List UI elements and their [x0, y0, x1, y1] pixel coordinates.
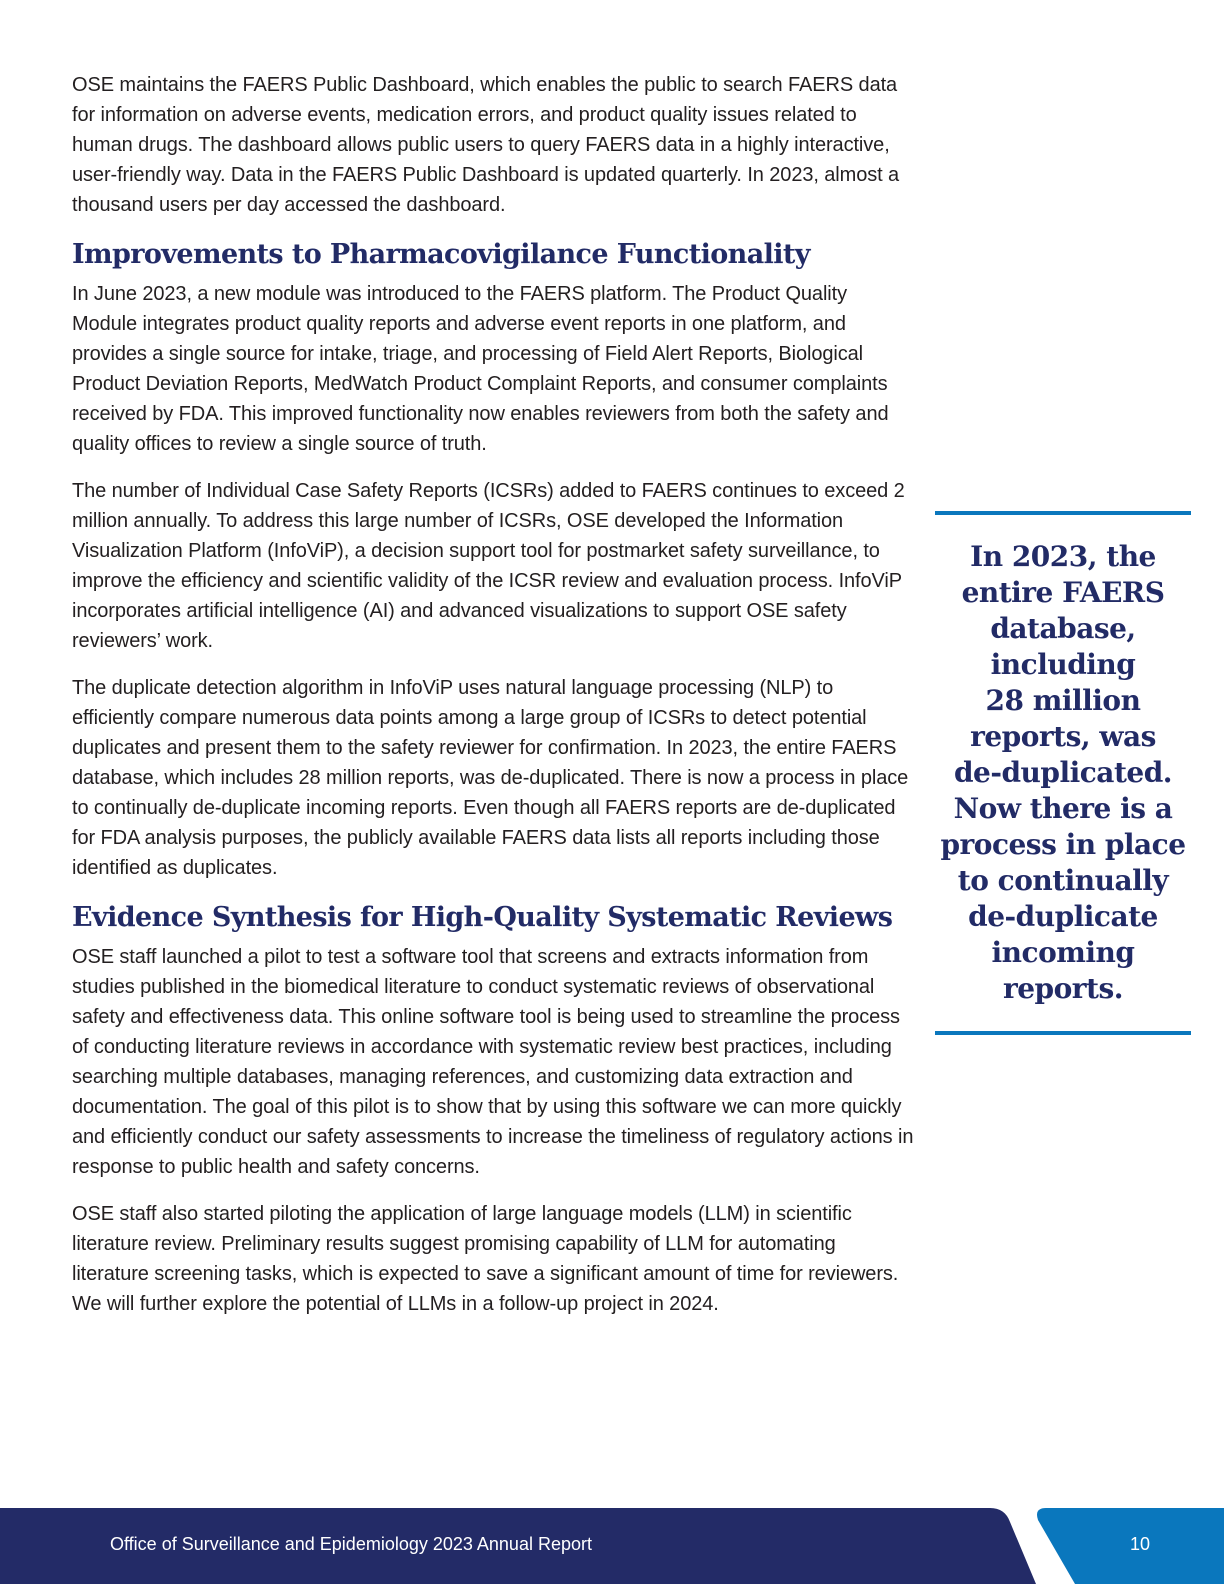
- pull-quote-line: process in place: [940, 828, 1186, 861]
- pull-quote-line: entire FAERS: [961, 576, 1165, 609]
- pull-quote-line: Now there is a: [953, 792, 1173, 825]
- pull-quote-line: database,: [990, 612, 1136, 645]
- pull-quote-line: including: [990, 648, 1136, 681]
- section-heading-pharmacovigilance: Improvements to Pharmacovigilance Functionality: [72, 239, 810, 270]
- pull-quote-line: de-duplicated.: [953, 756, 1173, 789]
- page-number: 10: [1130, 1534, 1151, 1554]
- paragraph: The duplicate detection algorithm in InfoViP uses natural language processing (NLP) to efficiently compare numerous data points among a large group of ICSRs to detect potential duplicates and present them to the safety reviewer for confirmation. In 2023, the entire FAERS database, which includes 28 million reports, was de-duplicated. There is now a process in place to continually de-duplicate incoming reports. Even though all FAERS reports are de-duplicated for FDA analysis purposes, the publicly available FAERS data lists all reports including those identified as duplicates.: [72, 677, 909, 879]
- pull-quote-line: 28 million: [985, 684, 1141, 717]
- main-content: [72, 70, 914, 1336]
- section-heading-evidence-synthesis: Evidence Synthesis for High-Quality Systematic Reviews: [72, 902, 893, 933]
- pull-quote-callout: [935, 511, 1191, 1035]
- pull-quote-text: [935, 539, 1191, 1007]
- pull-quote-line: reports, was: [970, 720, 1156, 753]
- paragraph: The number of Individual Case Safety Reports (ICSRs) added to FAERS continues to exceed 2 million annually. To address this large number of ICSRs, OSE developed the Information Visualization Platform (InfoViP), a decision support tool for postmarket safety surveillance, to improve the efficiency and scientific validity of the ICSR review and evaluation process. InfoViP incorporates artificial intelligence (AI) and advanced visualizations to support OSE safety reviewers’ work.: [72, 480, 905, 652]
- paragraph: In June 2023, a new module was introduced to the FAERS platform. The Product Quality Module integrates product quality reports and adverse event reports in one platform, and provides a single source for intake, triage, and processing of Field Alert Reports, Biological Product Deviation Reports, MedWatch Product Complaint Reports, and consumer complaints received by FDA. This improved functionality now enables reviewers from both the safety and quality offices to review a single source of truth.: [72, 283, 889, 455]
- paragraph: OSE staff launched a pilot to test a software tool that screens and extracts information from studies published in the biomedical literature to conduct systematic reviews of observational safety and effectiveness data. This online software tool is being used to streamline the process of conducting literature reviews in accordance with systematic review best practices, including searching multiple databases, managing references, and customizing data extraction and documentation. The goal of this pilot is to show that by using this software we can more quickly and efficiently conduct our safety assessments to increase the timeliness of regulatory actions in response to public health and safety concerns.: [72, 946, 914, 1178]
- pull-quote-line: de-duplicate: [968, 900, 1158, 933]
- pull-quote-line: reports.: [1002, 972, 1124, 1005]
- pull-quote-line: incoming: [991, 936, 1135, 969]
- intro-paragraph: OSE maintains the FAERS Public Dashboard, which enables the public to search FAERS data for information on adverse events, medication errors, and product quality issues related to human drugs. The dashboard allows public users to query FAERS data in a highly interactive, user-friendly way. Data in the FAERS Public Dashboard is updated quarterly. In 2023, almost a thousand users per day accessed the dashboard.: [72, 74, 900, 216]
- page-footer: [0, 1508, 1224, 1584]
- paragraph: OSE staff also started piloting the application of large language models (LLM) in scientific literature review. Preliminary results suggest promising capability of LLM for automating literature screening tasks, which is expected to save a significant amount of time for reviewers. We will further explore the potential of LLMs in a follow-up project in 2024.: [72, 1203, 899, 1315]
- footer-report-title: Office of Surveillance and Epidemiology 2023 Annual Report: [110, 1534, 592, 1554]
- pull-quote-line: to continually: [957, 864, 1169, 897]
- pull-quote-line: In 2023, the: [970, 540, 1156, 573]
